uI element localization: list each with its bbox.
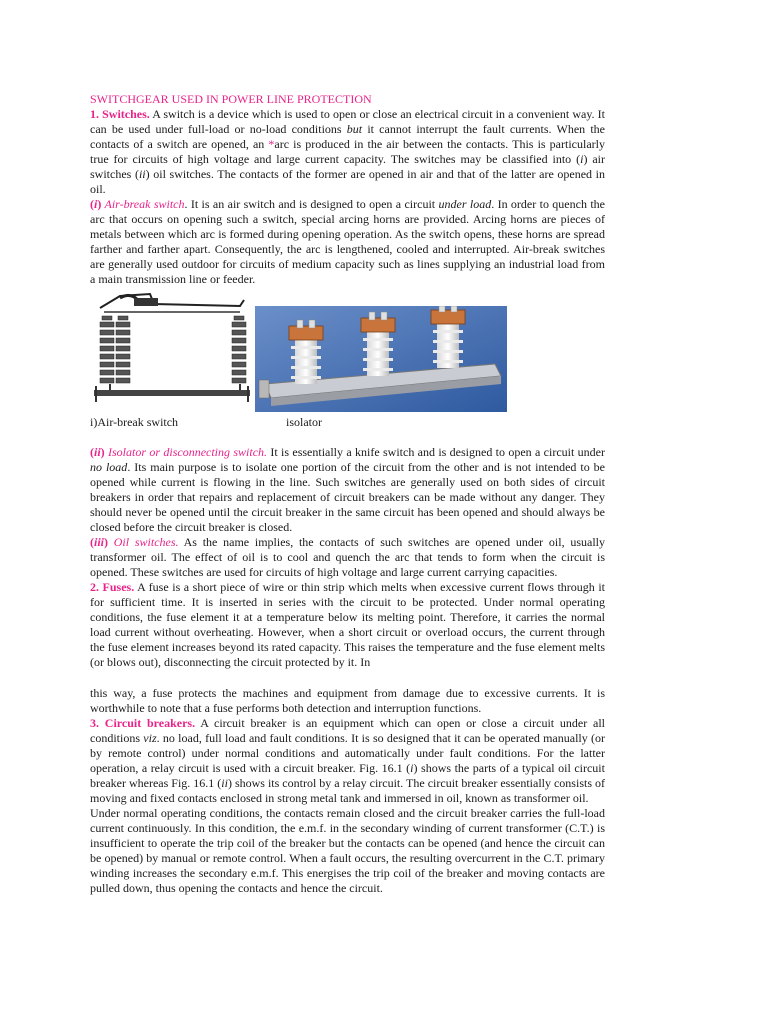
isolator-paragraph: (ii) Isolator or disconnecting switch. It is essentially a knife switch and is designed to open a circuit under no load. Its main purpose is to isolate one portion of the circuit from the other and is not intended to be opened while current is flowing in the line. Such switches are generally used on both sides of circuit breakers in order that repairs and replacement of circuit breakers can be made without any danger. They should never be opened until the circuit breaker in the same circuit has been opened and should always be closed before the circuit breaker is closed. xyxy=(90,445,605,534)
document-page xyxy=(90,92,605,896)
air-break-switch-figure xyxy=(90,290,252,412)
isolator-caption: isolator xyxy=(286,415,322,429)
page-title: SWITCHGEAR USED IN POWER LINE PROTECTION xyxy=(90,92,372,106)
oil-heading: Oil switches. xyxy=(108,535,179,549)
figures-row xyxy=(90,290,605,412)
airbreak-paragraph: (i) Air-break switch. It is an air switch and is designed to open a circuit under load. In order to quench the arc that occurs on opening such a switch, special arcing horns are provided. Arcing horns are pieces of metals between which arc is formed during opening operation. As the switch opens, these horns are spread farther and farther apart. Consequently, the arc is lengthened, cooled and interrupted. Air-break switches are generally used outdoor for circuits of medium capacity such as lines supplying an industrial load from a main transmission line or feeder. xyxy=(90,197,605,286)
switches-heading: 1. Switches. xyxy=(90,107,150,121)
figure-captions xyxy=(90,415,605,431)
isolator-figure xyxy=(255,306,507,412)
oil-paragraph: (iii) Oil switches. As the name implies, the contacts of such switches are opened under oil, usually transformer oil. The effect of oil is to cool and quench the arc that tends to form when the circuit is opened. These switches are used for circuits of high voltage and large current carrying capacities. xyxy=(90,535,606,579)
fuses-heading: 2. Fuses. xyxy=(90,580,135,594)
air-break-caption: i)Air-break switch xyxy=(90,415,179,429)
isolator-heading: Isolator or disconnecting switch. xyxy=(104,445,268,459)
fuses-continued-paragraph: this way, a fuse protects the machines and equipment from damage due to excessive currents. It is worthwhile to note that a fuse performs both detection and interruption functions. xyxy=(90,686,605,715)
switches-paragraph: 1. Switches. A switch is a device which is used to open or close an electrical circuit in a convenient way. It can be used under full-load or no-load conditions but it cannot interrupt the fault currents. When the contacts of a switch are opened, an *arc is produced in the air between the contacts. This is particularly true for circuits of high voltage and large current capacity. The switches may be classified into (i) air switches (ii) oil switches. The contacts of the former are opened in air and that of the latter are opened in oil. xyxy=(90,107,605,196)
fuses-paragraph: 2. Fuses. A fuse is a short piece of wire or thin strip which melts when excessive current flows through it for sufficient time. It is inserted in series with the circuit to be protected. Under normal operating conditions, the fuse element it at a temperature below its melting point. Therefore, it carries the normal load current without overheating. However, when a short circuit or overload occurs, the current through the fuse element increases beyond its rated capacity. This raises the temperature and the fuse element melts (or blows out), disconnecting the circuit protected by it. In xyxy=(90,580,606,669)
breakers-operation-paragraph: Under normal operating conditions, the contacts remain closed and the circuit breaker carries the full-load current continuously. In this condition, the e.m.f. in the secondary winding of current transformer (C.T.) is insufficient to operate the trip coil of the breaker but the contacts can be opened (and hence the circuit can be opened) by manual or remote control. When a fault occurs, the resulting overcurrent in the C.T. primary winding increases the secondary e.m.f. This energises the trip coil of the breaker and moving contacts are pulled down, thus opening the contacts and hence the circuit. xyxy=(90,806,605,895)
airbreak-heading: Air-break switch xyxy=(101,197,185,211)
breakers-heading: 3. Circuit breakers. xyxy=(90,716,196,730)
breakers-paragraph: 3. Circuit breakers. A circuit breaker is an equipment which can open or close a circuit under all conditions viz. no load, full load and fault conditions. It is so designed that it can be operated manually (or by remote control) under normal conditions and automatically under fault conditions. For the latter operation, a relay circuit is used with a circuit breaker. Fig. 16.1 (i) shows the parts of a typical oil circuit breaker whereas Fig. 16.1 (ii) shows its control by a relay circuit. The circuit breaker essentially consists of moving and fixed contacts enclosed in strong metal tank and immersed in oil, known as transformer oil. xyxy=(90,716,606,805)
